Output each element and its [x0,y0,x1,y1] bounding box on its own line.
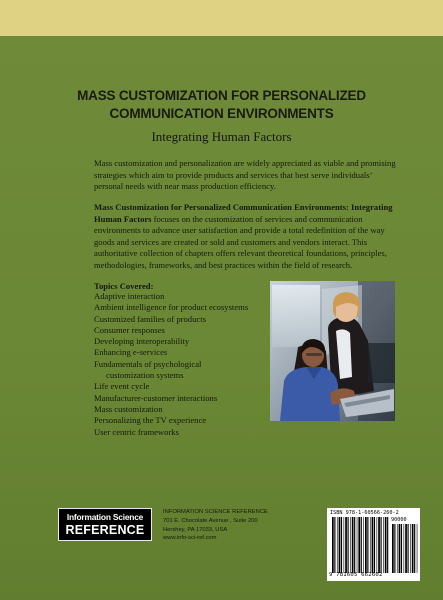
barcode-bar [404,524,405,573]
barcode-bar [414,524,415,573]
book-subtitle: Integrating Human Factors [151,129,292,144]
description-paragraph [94,202,399,272]
publisher-logo [58,508,152,541]
topics-list [94,291,274,438]
topic-item: Customized families of products [94,313,206,324]
barcode-bar [392,524,394,573]
barcode-bar [417,524,418,573]
barcode-bar [408,524,409,573]
publisher-name: INFORMATION SCIENCE REFERENCE [163,509,268,515]
barcode-bar [350,517,351,573]
topic-item: Mass customization [94,403,163,414]
top-color-band [0,0,443,36]
barcode-bar [363,517,364,573]
barcode-bar [374,517,375,573]
topic-item: Ambient intelligence for product ecosystems [94,302,249,313]
topic-item: Enhancing e-services [94,347,168,358]
publisher-address-line-2: Hershey, PA 17033, USA [163,526,228,533]
topic-item: customization systems [106,370,184,381]
barcode-bar [377,517,378,573]
barcode-bar [354,517,355,573]
barcode-digits: 9 781605 662602 [329,572,383,578]
topic-item: Personalizing the TV experience [94,415,207,426]
topic-item: User centric frameworks [94,426,179,437]
publisher-logo-line-1: Information Science [66,512,144,522]
isbn-barcode [327,508,420,581]
topic-item: Manufacturer-customer interactions [94,392,218,403]
barcode-bar [378,517,380,573]
book-title [40,87,403,123]
description-book-title: Mass Customization for Personalized Communication Environments: Integrating Human Factors [94,202,393,224]
barcode-bar [401,524,402,573]
barcode-bar [361,517,362,573]
barcode-bars-addon [392,524,418,573]
barcode-bar [341,517,342,573]
topic-item: Consumer responses [94,324,165,335]
publisher-logo-line-2: REFERENCE [65,523,145,537]
isbn-label: ISBN 978-1-60566-260-2 [330,510,399,516]
cover-photo [270,281,395,421]
topic-item: Developing interoperability [94,336,190,347]
barcode-bar [344,517,345,573]
barcode-bar [397,524,398,573]
barcode-bar [352,517,354,573]
barcode-bar [394,524,395,573]
barcode-bar [370,517,371,573]
barcode-bar [383,517,384,573]
cover-photo-illustration [270,281,395,421]
publisher-info [163,508,313,543]
description-text: focuses on the customization of services and communication environments to advance user satisfaction and provide a total redefinition of the way goods and services are created or sold and customers and vendors interact. This authoritative collection of chapters offers relevant theoretical foundations, principles, methodologies, frameworks, and best practices within the field of research. [94,213,387,270]
barcode-bar [365,517,367,573]
intro-paragraph: Mass customization and personalization are widely appreciated as viable and promising strategies which aim to provide products and services that best serve individuals’ personal needs with near mass production efficiency. [94,158,396,192]
barcode-bar [387,517,388,573]
barcode-bar [372,517,374,573]
barcode-bar [332,517,334,573]
barcode-bar [385,517,387,573]
barcode-bar [348,517,349,573]
publisher-website: www.info-sci-ref.com [163,535,217,542]
topic-item: Fundamentals of psychological [94,358,202,369]
barcode-bar [334,517,335,573]
barcode-bar [367,517,368,573]
barcode-bars-main [332,517,390,573]
publisher-address-line-1: 701 E. Chocolate Avenue , Suite 200 [163,517,258,524]
barcode-bar [358,517,360,573]
title-line-2: COMMUNICATION ENVIRONMENTS [109,106,334,121]
barcode-bar [410,524,411,573]
barcode-bar [399,524,401,573]
barcode-price-code: 90000 [391,517,407,523]
barcode-bar [412,524,414,573]
topics-heading: Topics Covered: [94,281,154,291]
barcode-bar [337,517,338,573]
barcode-bar [357,517,358,573]
barcode-bar [345,517,347,573]
topic-item: Life event cycle [94,381,150,392]
title-line-1: MASS CUSTOMIZATION FOR PERSONALIZED [77,88,366,103]
barcode-bar [405,524,407,573]
barcode-bar [339,517,341,573]
barcode-bar [381,517,382,573]
topic-item: Adaptive interaction [94,291,165,301]
